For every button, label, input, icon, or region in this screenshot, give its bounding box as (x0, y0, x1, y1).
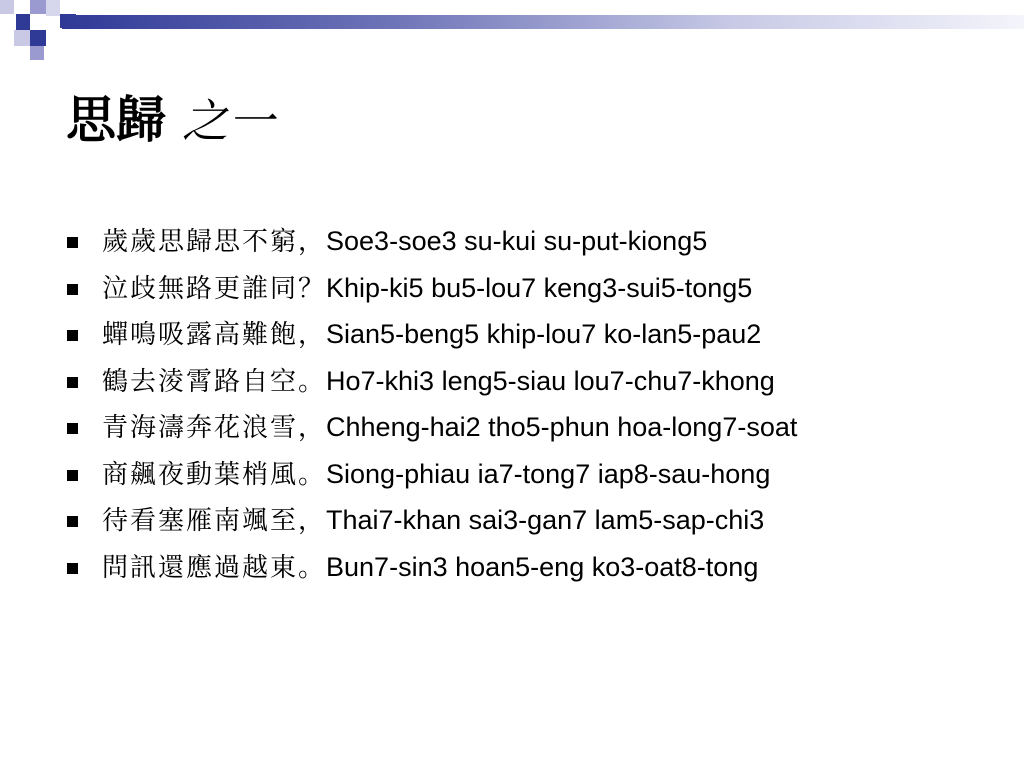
poem-line (62, 501, 962, 540)
slide-title (66, 90, 274, 149)
line-chinese: 青海濤奔花浪雪， (102, 413, 327, 443)
bullet-square-icon (67, 330, 78, 341)
line-chinese: 待看塞雁南颯至， (102, 506, 327, 536)
line-romanization: Bun7-sin3 hoan5-eng ko3-oat8-tong (326, 551, 759, 582)
line-chinese: 泣歧無路更誰同？ (102, 273, 327, 304)
decor-square (16, 14, 30, 30)
bullet-square-icon (67, 423, 78, 434)
line-romanization: Soe3-soe3 su-kui su-put-kiong5 (326, 226, 708, 256)
title-sub: 之一 (182, 94, 274, 148)
decor-square (14, 30, 30, 46)
line-romanization: Ho7-khi3 leng5-siau lou7-chu7-khong (326, 365, 775, 396)
poem-lines (62, 222, 962, 594)
decor-square (30, 0, 46, 14)
line-romanization: Siong-phiau ia7-tong7 iap8-sau-hong (326, 458, 771, 489)
decor-square (14, 0, 30, 14)
decor-square (30, 46, 44, 60)
bullet-square-icon (67, 377, 78, 388)
top-gradient-band (62, 15, 1024, 29)
line-chinese: 問訊還應過越東。 (102, 552, 327, 583)
bullet-square-icon (67, 237, 78, 248)
poem-line (62, 222, 962, 261)
line-chinese: 蟬鳴吸露高難飽， (102, 320, 327, 350)
line-chinese: 商飆夜動葉梢風。 (102, 459, 327, 490)
bullet-square-icon (67, 470, 78, 481)
poem-line (62, 548, 962, 587)
decor-square (30, 30, 46, 46)
line-romanization: Thai7-khan sai3-gan7 lam5-sap-chi3 (326, 505, 765, 535)
line-chinese: 歲歲思歸思不窮， (102, 227, 327, 257)
decor-square (46, 0, 60, 16)
bullet-square-icon (67, 516, 78, 527)
poem-line (62, 362, 962, 401)
bullet-square-icon (67, 563, 78, 574)
line-chinese: 鶴去淩霄路自空。 (102, 366, 327, 397)
title-main: 思歸 (66, 90, 166, 149)
bullet-square-icon (67, 284, 78, 295)
poem-line (62, 455, 962, 494)
decor-square (46, 16, 60, 30)
poem-line (62, 269, 962, 308)
line-romanization: Sian5-beng5 khip-lou7 ko-lan5-pau2 (326, 319, 762, 349)
decor-square (0, 14, 16, 30)
poem-line (62, 315, 962, 354)
line-romanization: Chheng-hai2 tho5-phun hoa-long7-soat (326, 412, 798, 442)
poem-line (62, 408, 962, 447)
decor-square (0, 0, 14, 14)
line-romanization: Khip-ki5 bu5-lou7 keng3-sui5-tong5 (326, 272, 753, 303)
